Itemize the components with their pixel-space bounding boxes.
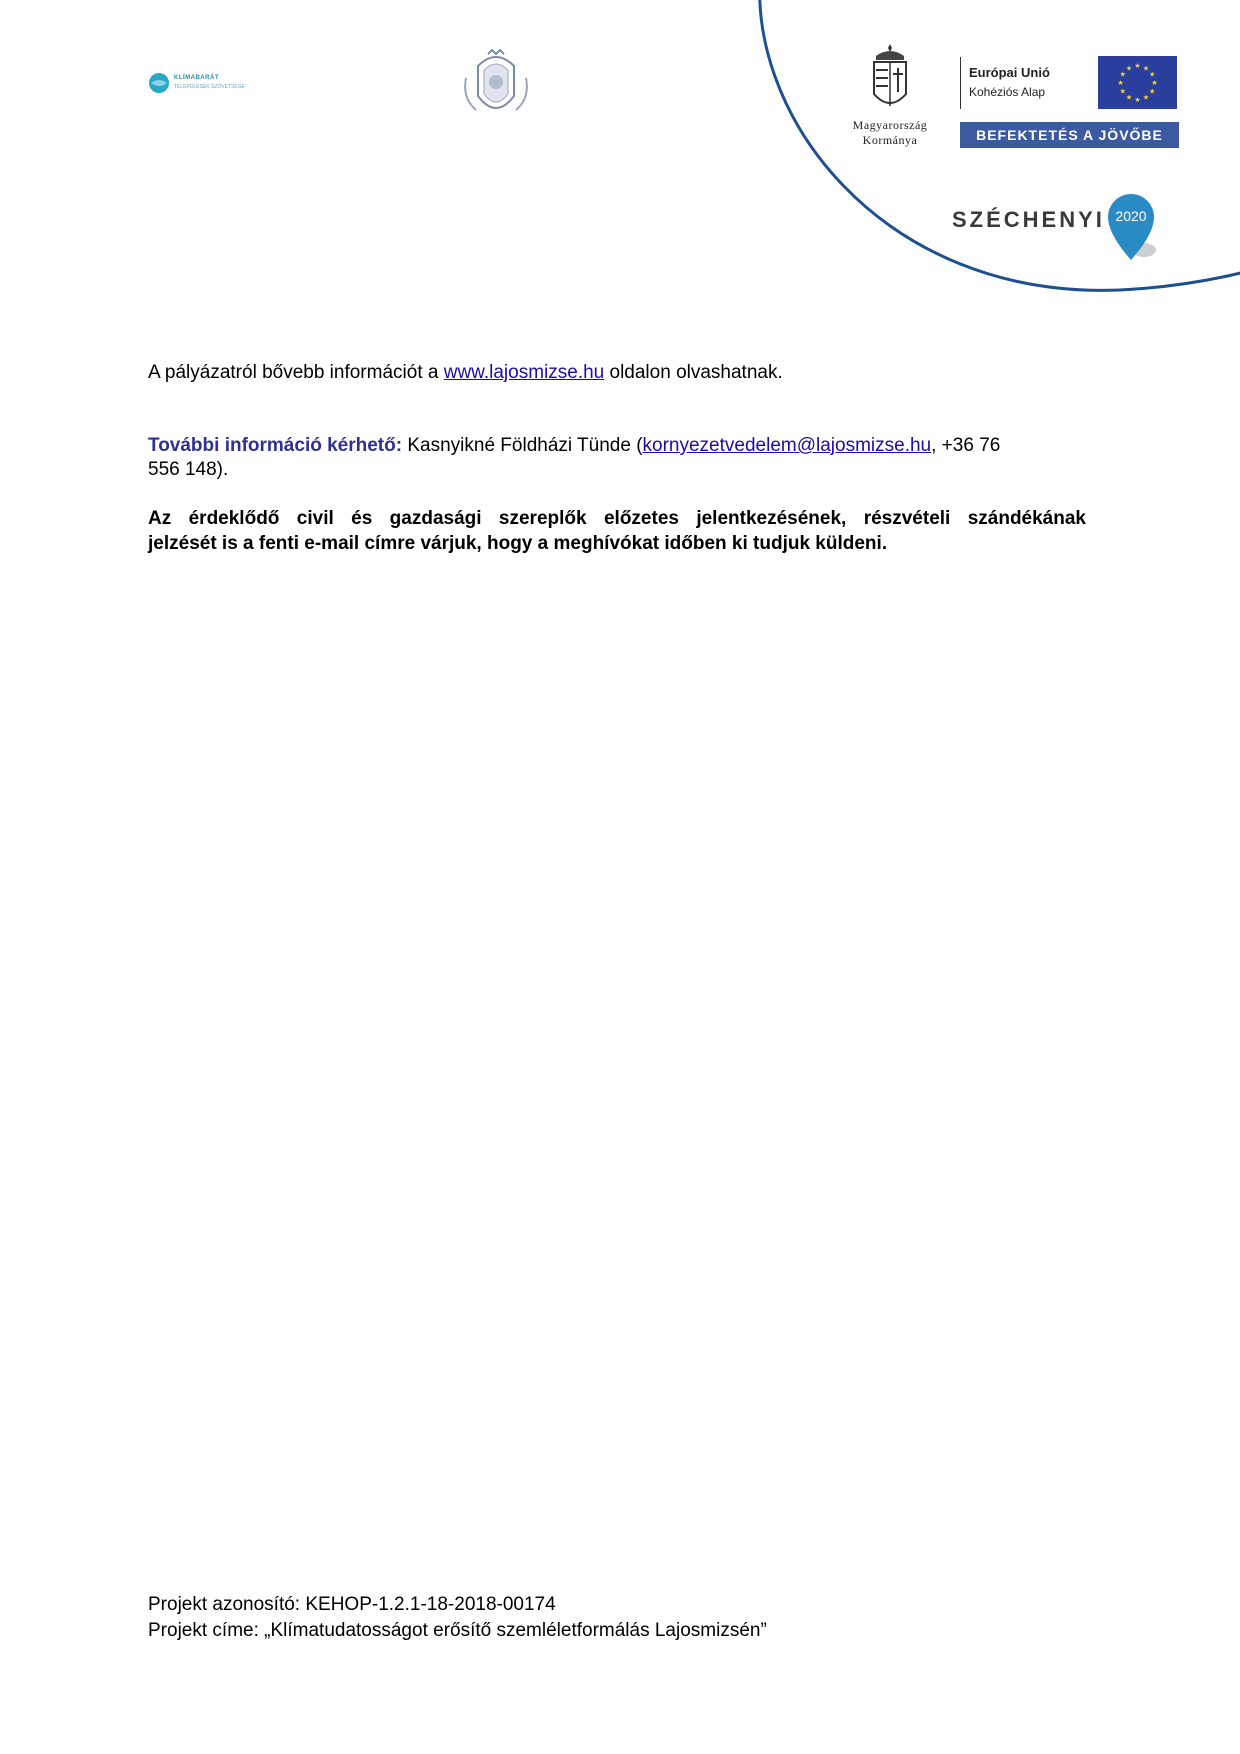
globe-icon [148,72,170,94]
contact-line-1 [148,434,1086,458]
map-pin-icon [1106,192,1170,268]
invitation-line-1: Az érdeklődő civil és gazdasági szereplők előzetes jelentkezésének, részvételi szándékának [148,508,1086,529]
hungarian-government-logo [830,42,950,152]
klimabarat-sub: TELEPÜLÉSEK SZÖVETSÉGE [174,84,245,90]
eu-star-icon: ★ [1142,65,1150,73]
eu-star-icon: ★ [1151,80,1158,87]
website-link[interactable]: www.lajosmizse.hu [443,362,605,383]
eu-name: Európai Unió [969,65,1050,80]
szechenyi-year: 2020 [1115,208,1147,224]
eu-star-icon: ★ [1125,65,1133,73]
info-paragraph [148,361,783,385]
project-id: Projekt azonosító: KEHOP-1.2.1-18-2018-00174 [148,1594,556,1615]
eu-star-icon: ★ [1134,63,1141,70]
contact-phone-1: , +36 76 [931,435,1001,456]
contact-label: További információ kérhető: [148,435,403,456]
invest-slogan-bar: BEFEKTETÉS A JÖVŐBE [960,122,1179,148]
eu-star-icon: ★ [1149,88,1156,96]
eu-star-icon: ★ [1119,88,1126,96]
contact-paragraph [148,434,1086,482]
klimabarat-name: KLÍMABARÁT [174,75,219,81]
gov-line-1: Magyarország [852,118,928,132]
info-text-before: A pályázatról bővebb információt a [148,362,444,383]
eu-fund: Kohéziós Alap [969,85,1046,99]
eu-star-icon: ★ [1117,80,1124,87]
klimabarat-logo [148,72,245,106]
eu-star-icon: ★ [1149,71,1156,79]
contact-email-link[interactable]: kornyezetvedelem@lajosmizse.hu [642,435,932,456]
szechenyi-pin [1106,192,1170,268]
contact-phone-2: 556 148). [148,459,229,480]
header-arc [700,0,1240,330]
eu-star-icon: ★ [1119,71,1126,79]
invitation-line-2: jelzését is a fenti e-mail címre várjuk, hogy a meghívókat időben ki tudjuk küldeni. [148,533,888,554]
contact-name: Kasnyikné Földházi Tünde ( [402,435,643,456]
eu-star-icon: ★ [1142,94,1150,102]
lajosmizse-crest-icon [458,48,534,128]
eu-flag-icon [1098,56,1177,109]
gov-line-2: Kormánya [862,133,918,147]
info-text-after: oldalon olvashatnak. [604,362,783,383]
hungarian-coat-of-arms-icon [868,42,912,114]
project-title: Projekt címe: „Klímatudatosságot erősítő szemléletformálás Lajosmizsén” [148,1620,767,1641]
eu-divider [960,57,961,109]
eu-star-icon: ★ [1125,94,1133,102]
szechenyi-name: SZÉCHENYI [952,207,1105,232]
invitation-paragraph [148,506,1086,556]
eu-star-icon: ★ [1134,97,1141,104]
